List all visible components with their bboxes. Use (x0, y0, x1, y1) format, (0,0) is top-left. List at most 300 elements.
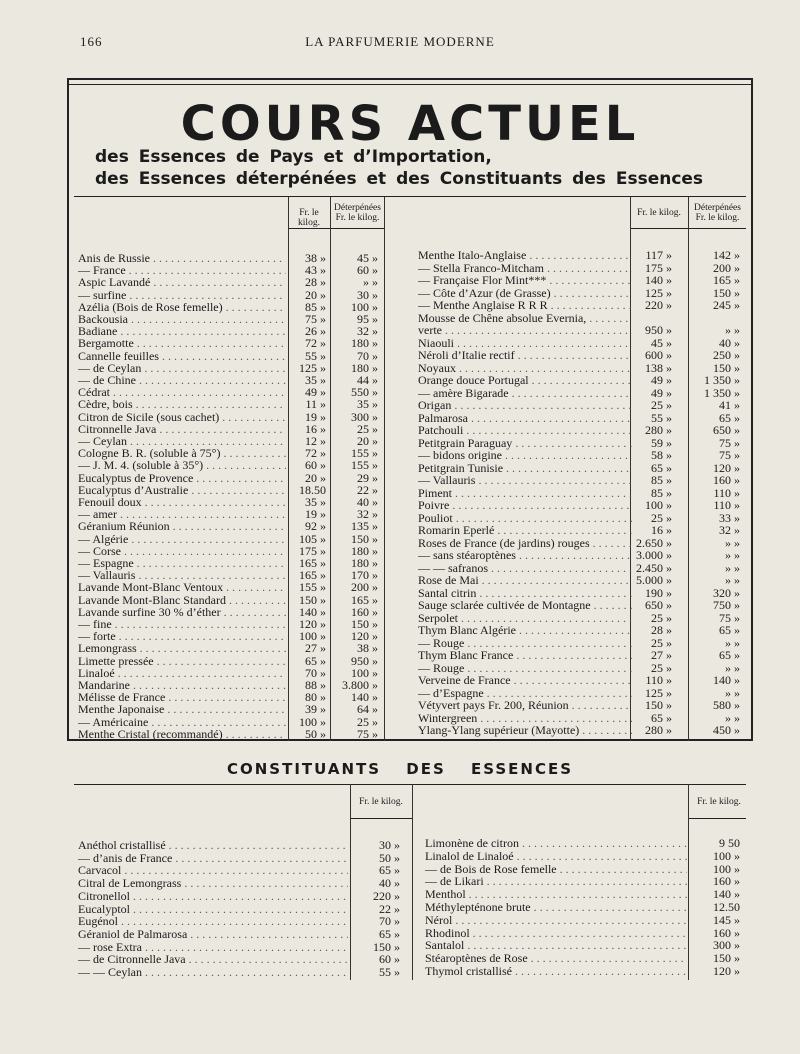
subtitle-line-1: des Essences de Pays et d’Importation, (95, 147, 492, 167)
deterp-price-value: 200 » (713, 260, 740, 275)
product-name: Romarin Eperlé . . . (418, 524, 632, 537)
price-value: 65 » (379, 926, 400, 941)
price-value: 60 » (305, 458, 326, 473)
product-name: — de Bois de Rose femelle . . . (425, 863, 687, 876)
product-name: — amère Bigarade . . . (418, 387, 632, 400)
product-name: Mélisse de France . . . (78, 691, 286, 704)
deterp-price-value: 38 » (357, 641, 378, 656)
product-name: Menthe Japonaise . . . (78, 703, 286, 716)
product-name: — de Chine . . . (78, 374, 286, 387)
deterp-price-value: 580 » (713, 698, 740, 712)
price-value: 100 » (299, 714, 326, 729)
deterp-price-value: 44 » (357, 373, 378, 387)
constituants-top-rule (74, 784, 746, 785)
product-name: Citron de Sicile (sous cachet) . . . (78, 411, 286, 424)
deterp-price-value: 65 » (719, 623, 740, 637)
deterp-price-value: 155 » (351, 446, 378, 461)
product-name: Eucalyptus d’Australie . . . (78, 484, 286, 497)
product-name: Poivre . . . (418, 499, 632, 512)
deterp-price-value: 100 » (351, 665, 378, 680)
price-value: 40 » (379, 876, 400, 891)
deterp-price-value: 320 » (713, 585, 740, 600)
price-value: 120 » (299, 617, 326, 631)
product-name: — de Citronnelle Java . . . (78, 953, 348, 966)
deterp-price-value: » » (725, 660, 740, 675)
deterp-price-value: 950 » (351, 653, 378, 668)
product-name: — rose Extra . . . (78, 941, 348, 954)
product-name: Cédrat . . . (78, 386, 286, 399)
product-name: Limonène de citron . . . (425, 837, 687, 850)
price-value: 5.000 » (636, 573, 672, 587)
table-top-rule (74, 196, 746, 197)
price-value: 28 » (305, 275, 326, 290)
product-name: — Ceylan . . . (78, 435, 286, 448)
price-value: 150 » (713, 951, 740, 966)
product-name: Menthe Cristal (recommandé) . . . (78, 728, 286, 741)
product-name: Limette pressée . . . (78, 655, 286, 668)
deterp-price-value: 35 » (357, 397, 378, 412)
right-price-header: Fr. le kilog. (637, 208, 681, 218)
product-name: Néroli d’Italie rectif . . . (418, 349, 632, 362)
price-value: 22 » (379, 901, 400, 916)
product-name: — France . . . (78, 264, 286, 277)
price-value: 58 » (651, 448, 672, 462)
price-value: 165 » (299, 556, 326, 570)
deterp-price-value: 180 » (351, 336, 378, 351)
product-name: Santalol . . . (425, 939, 687, 952)
product-name: — bidons origine . . . (418, 449, 632, 462)
product-name: Menthol . . . (425, 888, 687, 901)
deterp-price-value: 150 » (351, 617, 378, 631)
product-name: — Espagne . . . (78, 557, 286, 570)
price-value: 25 » (651, 610, 672, 625)
price-value: 100 » (713, 861, 740, 876)
deterp-price-value: 65 » (719, 410, 740, 425)
price-value: 650 » (645, 598, 672, 612)
product-name: Badiane . . . (78, 325, 286, 338)
price-value: 125 » (299, 360, 326, 375)
price-value: 20 » (305, 287, 326, 302)
product-name: Anéthol cristallisé . . . (78, 839, 348, 852)
product-name: Méthylepténone brute . . . (425, 901, 687, 914)
price-value: 3.000 » (636, 548, 672, 562)
price-value: 43 » (305, 263, 326, 278)
deterp-price-value: 245 » (713, 298, 740, 312)
product-name: — — Ceylan . . . (78, 966, 348, 979)
product-name: Ylang-Ylang supérieur (Mayotte) . . . (418, 724, 632, 737)
deterp-price-value: 140 » (351, 690, 378, 705)
product-name: Mousse de Chêne absolue Evernia, . . . (418, 312, 632, 325)
product-name: — d’Espagne . . . (418, 687, 632, 700)
deterp-price-value: 155 » (351, 458, 378, 473)
product-name: Eugénol . . . (78, 915, 348, 928)
product-name: Anis de Russie . . . (78, 252, 286, 265)
product-name: Patchouli . . . (418, 424, 632, 437)
product-name: — Algérie . . . (78, 533, 286, 546)
product-name: Eucalyptus de Provence . . . (78, 472, 286, 485)
left-price-header: Fr. le kilog. (298, 208, 320, 228)
price-value: 100 » (645, 498, 672, 512)
product-name: — d’anis de France . . . (78, 852, 348, 865)
price-value: 72 » (305, 446, 326, 461)
price-value: 80 » (305, 690, 326, 705)
product-name: Sauge sclarée cultivée de Montagne . . . (418, 599, 632, 612)
product-name: Petitgrain Paraguay . . . (418, 437, 632, 450)
price-value: 155 » (299, 580, 326, 595)
deterp-price-value: 32 » (357, 507, 378, 522)
price-value: 145 » (713, 912, 740, 927)
price-value: 165 » (299, 568, 326, 583)
deterp-price-value: 180 » (351, 360, 378, 375)
deterp-price-value: 40 » (719, 335, 740, 350)
product-name: — Rouge . . . (418, 637, 632, 650)
deterp-price-value: » » (725, 635, 740, 650)
product-name: Thym Blanc Algérie . . . (418, 624, 632, 637)
price-value: 55 » (379, 965, 400, 979)
price-value: 100 » (299, 629, 326, 644)
deterp-price-value: 45 » (357, 251, 378, 265)
deterp-price-value: 41 » (719, 398, 740, 412)
product-name: Aspic Lavandé . . . (78, 276, 286, 289)
price-value: 25 » (651, 635, 672, 650)
price-value: 72 » (305, 336, 326, 351)
price-value: 92 » (305, 519, 326, 534)
product-name: Thymol cristallisé . . . (425, 965, 687, 978)
subtitle-line-2: des Essences déterpénées et des Constituants des Essences (95, 169, 704, 189)
price-value: 16 » (651, 523, 672, 537)
deterp-price-value: 140 » (713, 673, 740, 687)
product-name: — Menthe Anglaise R R R . . . (418, 299, 632, 312)
price-value: 2.650 » (636, 535, 672, 550)
product-name: Linalol de Linaloé . . . (425, 850, 687, 863)
price-value: 59 » (651, 435, 672, 450)
product-name: Géranium Réunion . . . (78, 520, 286, 533)
price-value: 2.450 » (636, 560, 672, 575)
deterp-price-value: 750 » (713, 598, 740, 612)
product-name: Citral de Lemongrass . . . (78, 877, 348, 890)
deterp-price-value: 100 » (351, 299, 378, 314)
deterp-price-value: 550 » (351, 385, 378, 400)
deterp-price-value: 142 » (713, 248, 740, 262)
product-name: — Vallauris . . . (418, 474, 632, 487)
price-value: 20 » (305, 470, 326, 485)
product-name: Noyaux . . . (418, 362, 632, 375)
price-value: 55 » (651, 410, 672, 425)
price-value: 70 » (379, 914, 400, 929)
price-value: 140 » (713, 887, 740, 902)
price-value: 18.50 (299, 482, 326, 497)
constituants-right-header-rule (688, 818, 746, 819)
price-value: 950 » (645, 323, 672, 337)
deterp-price-value: » » (725, 710, 740, 725)
price-value: 220 » (645, 298, 672, 312)
deterp-price-value: 165 » (713, 273, 740, 287)
product-name: Verveine de France . . . (418, 674, 632, 687)
left-header-rule (288, 228, 384, 229)
product-name: Thym Blanc France . . . (418, 649, 632, 662)
price-value: 85 » (305, 299, 326, 314)
product-name: — Française Flor Mint*** . . . (418, 274, 632, 287)
deterp-price-value: 110 » (713, 485, 740, 500)
price-value: 85 » (651, 473, 672, 487)
product-name: — amer . . . (78, 508, 286, 521)
product-name: Lavande Mont-Blanc Standard . . . (78, 594, 286, 607)
price-value: 16 » (305, 421, 326, 436)
product-name: — Côte d’Azur (de Grasse) . . . (418, 287, 632, 300)
product-name: verte . . . (418, 324, 632, 337)
product-name: Santal citrin . . . (418, 587, 632, 600)
deterp-price-value: 25 » (357, 421, 378, 436)
price-value: 140 » (299, 604, 326, 619)
product-name: Serpolet . . . (418, 612, 632, 625)
product-name: Petitgrain Tunisie . . . (418, 462, 632, 475)
price-value: 160 » (713, 874, 740, 889)
deterp-price-value: 60 » (357, 263, 378, 278)
price-value: 75 » (305, 312, 326, 326)
deterp-price-value: 650 » (713, 423, 740, 437)
product-name: Palmarosa . . . (418, 412, 632, 425)
product-name: Orange douce Portugal . . . (418, 374, 632, 387)
price-value: 65 » (305, 653, 326, 668)
price-value: 65 » (651, 710, 672, 725)
product-name: — Américaine . . . (78, 716, 286, 729)
price-value: 125 » (645, 285, 672, 300)
price-value: 600 » (645, 348, 672, 362)
deterp-price-value: » » (725, 685, 740, 700)
product-name: Eucalyptol . . . (78, 903, 348, 916)
product-name: Menthe Italo-Anglaise . . . (418, 249, 632, 262)
deterp-price-value: 32 » (357, 324, 378, 339)
price-value: 30 » (379, 838, 400, 852)
product-name: Rose de Mai . . . (418, 574, 632, 587)
deterp-price-value: 180 » (351, 556, 378, 570)
deterp-price-value: 165 » (351, 592, 378, 607)
product-name: — Vallauris . . . (78, 569, 286, 582)
price-value: 88 » (305, 678, 326, 692)
product-name: Origan . . . (418, 399, 632, 412)
price-value: 19 » (305, 507, 326, 522)
product-name: Stéaroptènes de Rose . . . (425, 952, 687, 965)
deterp-price-value: 1 350 » (704, 373, 740, 387)
price-value: 138 » (645, 360, 672, 375)
price-value: 70 » (305, 665, 326, 680)
deterp-price-value: 33 » (719, 510, 740, 525)
price-value: 65 » (651, 460, 672, 475)
deterp-price-value: 160 » (713, 473, 740, 487)
deterp-price-value: 32 » (719, 523, 740, 537)
deterp-price-value: 65 » (719, 648, 740, 662)
price-value: 220 » (373, 888, 400, 903)
product-name: — Corse . . . (78, 545, 286, 558)
price-value: 49 » (651, 385, 672, 400)
price-value: 27 » (651, 648, 672, 662)
product-name: — de Likari . . . (425, 875, 687, 888)
price-value: 27 » (305, 641, 326, 656)
deterp-price-value: 170 » (351, 568, 378, 583)
deterp-price-value: » » (725, 323, 740, 337)
product-name: Wintergreen . . . (418, 712, 632, 725)
deterp-price-value: 75 » (719, 610, 740, 625)
deterp-price-value: 120 » (351, 629, 378, 644)
deterp-price-value: 29 » (357, 470, 378, 485)
price-value: 280 » (645, 723, 672, 737)
product-name: Niaouli . . . (418, 337, 632, 350)
price-value: 25 » (651, 398, 672, 412)
deterp-price-value: 150 » (351, 531, 378, 546)
deterp-price-value: » » (725, 535, 740, 550)
deterp-price-value: 75 » (719, 448, 740, 462)
journal-title: LA PARFUMERIE MODERNE (305, 34, 495, 49)
price-value: 85 » (651, 485, 672, 500)
product-name: — forte . . . (78, 630, 286, 643)
product-name: Backousia . . . (78, 313, 286, 326)
price-value: 117 » (645, 248, 672, 262)
price-value: 105 » (299, 531, 326, 546)
product-name: Lemongrass . . . (78, 642, 286, 655)
page-title: COURS ACTUEL (180, 96, 640, 152)
deterp-price-value: » » (725, 560, 740, 575)
price-value: 100 » (713, 848, 740, 863)
deterp-price-value: 450 » (713, 723, 740, 737)
product-name: Citronnelle Java . . . (78, 423, 286, 436)
price-value: 150 » (645, 698, 672, 712)
price-value: 12 » (305, 434, 326, 448)
product-name: Mandarine . . . (78, 679, 286, 692)
running-head (80, 34, 720, 50)
right-deterp-header: Déterpénées Fr. le kilog. (694, 203, 741, 223)
price-value: 120 » (713, 964, 740, 978)
product-name: Carvacol . . . (78, 864, 348, 877)
price-value: 28 » (651, 623, 672, 637)
price-value: 150 » (299, 592, 326, 607)
constituants-divider-3 (688, 784, 689, 980)
deterp-price-value: 95 » (357, 312, 378, 326)
constituants-divider-2 (412, 784, 413, 980)
product-name: Linaloé . . . (78, 667, 286, 680)
deterp-price-value: 30 » (357, 287, 378, 302)
deterp-price-value: 180 » (351, 543, 378, 558)
deterp-price-value: 70 » (357, 348, 378, 363)
deterp-price-value: 160 » (351, 604, 378, 619)
deterp-price-value: 150 » (713, 285, 740, 300)
product-name: — fine . . . (78, 618, 286, 631)
price-value: 35 » (305, 373, 326, 387)
product-name: Nérol . . . (425, 914, 687, 927)
product-name: — Rouge . . . (418, 662, 632, 675)
price-value: 280 » (645, 423, 672, 437)
product-name: Bergamotte . . . (78, 337, 286, 350)
price-value: 50 » (379, 850, 400, 865)
product-name: — — safranos . . . (418, 562, 632, 575)
deterp-price-value: 300 » (351, 409, 378, 424)
price-value: 25 » (651, 660, 672, 675)
product-name: Citronellol . . . (78, 890, 348, 903)
constituants-left-header-rule (350, 818, 412, 819)
price-value: 300 » (713, 938, 740, 953)
deterp-price-value: 135 » (351, 519, 378, 534)
deterp-price-value: » » (725, 573, 740, 587)
price-value: 160 » (713, 925, 740, 940)
deterp-price-value: 40 » (357, 495, 378, 509)
product-name: Géraniol de Palmarosa . . . (78, 928, 348, 941)
product-name: Lavande surfine 30 % d’éther . . . (78, 606, 286, 619)
constituants-left-col-header: Fr. le kilog. (359, 797, 403, 807)
deterp-price-value: 120 » (713, 460, 740, 475)
deterp-price-value: 3.800 » (342, 678, 378, 692)
price-value: 175 » (299, 543, 326, 558)
price-value: 60 » (379, 952, 400, 967)
deterp-price-value: 64 » (357, 702, 378, 717)
deterp-price-value: 20 » (357, 434, 378, 448)
price-value: 65 » (379, 863, 400, 878)
deterp-price-value: 25 » (357, 714, 378, 729)
product-name: Fenouil doux . . . (78, 496, 286, 509)
constituants-right-col-header: Fr. le kilog. (697, 797, 741, 807)
price-value: 25 » (651, 510, 672, 525)
product-name: Vétyvert pays Fr. 200, Réunion . . . (418, 699, 632, 712)
price-value: 50 » (305, 726, 326, 741)
price-value: 11 » (305, 397, 326, 412)
price-value: 140 » (645, 273, 672, 287)
product-name: — J. M. 4. (soluble à 35°) . . . (78, 459, 286, 472)
product-name: Cologne B. R. (soluble à 75°) . . . (78, 447, 286, 460)
price-value: 9 50 (719, 836, 740, 850)
frame-double-rule (67, 84, 753, 85)
price-value: 45 » (651, 335, 672, 350)
product-name: — sans stéaroptènes . . . (418, 549, 632, 562)
deterp-price-value: 250 » (713, 348, 740, 362)
product-name: Azélia (Bois de Rose femelle) . . . (78, 301, 286, 314)
price-value: 19 » (305, 409, 326, 424)
product-name: — surfine . . . (78, 289, 286, 302)
deterp-price-value: 75 » (357, 726, 378, 741)
deterp-price-value: 22 » (357, 482, 378, 497)
price-value: 49 » (305, 385, 326, 400)
price-value: 110 » (645, 673, 672, 687)
price-value: 49 » (651, 373, 672, 387)
product-name: — de Ceylan . . . (78, 362, 286, 375)
price-value: 125 » (645, 685, 672, 700)
product-name: Roses de France (de jardins) rouges . . . (418, 537, 632, 550)
deterp-price-value: 110 » (713, 498, 740, 512)
deterp-price-value: 150 » (713, 360, 740, 375)
price-value: 38 » (305, 251, 326, 265)
product-name: Cannelle feuilles . . . (78, 350, 286, 363)
constituants-title: CONSTITUANTS DES ESSENCES (226, 760, 574, 778)
product-name: Piment . . . (418, 487, 632, 500)
price-value: 35 » (305, 495, 326, 509)
deterp-price-value: » » (363, 275, 378, 290)
price-value: 190 » (645, 585, 672, 600)
price-value: 26 » (305, 324, 326, 339)
left-deterp-header: Déterpénées Fr. le kilog. (334, 203, 381, 223)
price-value: 150 » (373, 939, 400, 954)
product-name: Rhodinol . . . (425, 927, 687, 940)
deterp-price-value: 75 » (719, 435, 740, 450)
deterp-price-value: » » (725, 548, 740, 562)
price-value: 39 » (305, 702, 326, 717)
page-number: 166 (80, 34, 103, 49)
left-col-divider-3 (384, 197, 385, 741)
product-name: — Stella Franco-Mitcham . . . (418, 262, 632, 275)
deterp-price-value: 200 » (351, 580, 378, 595)
product-name: Cèdre, bois . . . (78, 398, 286, 411)
price-value: 55 » (305, 348, 326, 363)
product-name: Pouliot . . . (418, 512, 632, 525)
price-value: 12.50 (713, 900, 740, 914)
product-name: Lavande Mont-Blanc Ventoux . . . (78, 581, 286, 594)
price-value: 175 » (645, 260, 672, 275)
